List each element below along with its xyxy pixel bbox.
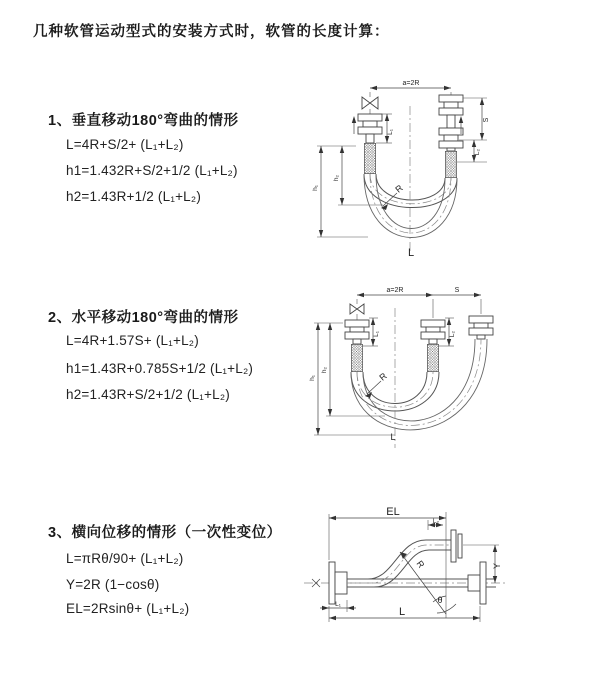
section-3-formula-EL: EL=2Rsinθ+ (L₁+L₂) bbox=[66, 601, 190, 616]
arrowhead bbox=[328, 409, 332, 416]
right-flange-displaced bbox=[451, 530, 462, 562]
dim-label-h2: h₂ bbox=[321, 366, 328, 374]
radius-label: R bbox=[414, 558, 427, 570]
dim-label-l1: L₁ bbox=[387, 129, 394, 135]
section-1-heading: 1、垂直移动180°弯曲的情形 bbox=[48, 113, 239, 129]
dim-label-s: S bbox=[483, 117, 490, 123]
braided-hose-section bbox=[333, 143, 437, 174]
middle-fitting bbox=[421, 320, 445, 344]
section-1-formula-h1: h1=1.432R+S/2+1/2 (L₁+L₂) bbox=[66, 163, 238, 178]
arrowhead bbox=[316, 323, 320, 330]
dim-label-h1: h₁ bbox=[309, 375, 316, 381]
section-2-formula-h1: h1=1.43R+0.785S+1/2 (L₁+L₂) bbox=[66, 361, 254, 376]
arrowhead bbox=[439, 516, 446, 520]
arrowhead bbox=[329, 516, 336, 520]
arrowhead bbox=[357, 293, 364, 297]
dim-label-l2: L₂ bbox=[474, 148, 481, 156]
length-label: L bbox=[390, 432, 396, 442]
hose-curve bbox=[376, 174, 445, 200]
dim-label-L: L bbox=[398, 606, 406, 618]
left-fitting bbox=[358, 114, 382, 143]
angle-label: θ bbox=[437, 595, 443, 605]
arrowhead bbox=[474, 293, 481, 297]
section-1-formula-h2: h2=1.43R+1/2 (L₁+L₂) bbox=[66, 189, 202, 204]
arrowhead bbox=[480, 98, 484, 105]
braided-hose-section bbox=[399, 344, 495, 372]
right-fitting-upper bbox=[439, 95, 463, 128]
arrowhead bbox=[480, 133, 484, 140]
hose-s-curve-centerline bbox=[347, 545, 451, 583]
section-3-heading: 3、横向位移的情形（一次性变位） bbox=[48, 525, 282, 541]
hose-curve-extended bbox=[376, 174, 445, 229]
arrowhead bbox=[340, 198, 344, 205]
dim-label-a2r: a=2R bbox=[386, 287, 404, 294]
page-title: 几种软管运动型式的安装方式时，软管的长度计算： bbox=[33, 24, 390, 40]
arrowhead bbox=[319, 230, 323, 237]
arrowhead bbox=[459, 116, 463, 123]
section-1-formula-L: L=4R+S/2+ (L₁+L₂) bbox=[66, 137, 184, 152]
dim-label-l2: L₂ bbox=[432, 518, 440, 525]
dim-label-l2: L₂ bbox=[449, 330, 456, 338]
arrowhead bbox=[316, 428, 320, 435]
dim-label-l1: L₁ bbox=[335, 601, 341, 608]
left-fitting bbox=[345, 320, 369, 344]
centerline-cross-icon bbox=[312, 579, 320, 587]
length-label: L bbox=[407, 247, 415, 259]
arrowhead bbox=[447, 318, 451, 325]
dim-label-s: S bbox=[454, 287, 460, 294]
arrowhead bbox=[329, 616, 336, 620]
right-fitting-lower bbox=[439, 128, 463, 151]
section-2-formula-h2: h2=1.43R+S/2+1/2 (L₁+L₂) bbox=[66, 387, 230, 402]
arrowhead bbox=[444, 86, 451, 90]
section-3-formula-L: L=πRθ/90+ (L₁+L₂) bbox=[66, 551, 184, 566]
radius-label: R bbox=[377, 370, 389, 383]
arrowhead bbox=[493, 545, 497, 552]
arrowhead bbox=[370, 86, 377, 90]
arrowhead bbox=[352, 116, 356, 123]
arrowhead bbox=[347, 606, 354, 610]
arrowhead bbox=[319, 146, 323, 153]
dim-label-a2r: a=2R bbox=[402, 80, 420, 87]
arrowhead bbox=[385, 136, 389, 143]
arrowhead bbox=[328, 323, 332, 330]
arrowhead bbox=[472, 140, 476, 147]
dim-label-l1: L₁ bbox=[373, 331, 380, 337]
left-flange bbox=[329, 562, 347, 604]
arrowhead bbox=[371, 339, 375, 346]
arrowhead bbox=[340, 146, 344, 153]
right-fitting-moved bbox=[469, 316, 493, 339]
dim-label-h2: h₂ bbox=[333, 174, 340, 182]
radius-leader bbox=[367, 381, 381, 394]
arrowhead bbox=[426, 293, 433, 297]
arrowhead bbox=[322, 606, 329, 610]
valve-icon bbox=[350, 304, 364, 320]
arrowhead bbox=[385, 114, 389, 121]
diagram-vertical-180-bend bbox=[308, 66, 593, 266]
section-2-heading: 2、水平移动180°弯曲的情形 bbox=[48, 310, 239, 326]
arrowhead bbox=[447, 339, 451, 346]
section-3-formula-Y: Y=2R (1−cosθ) bbox=[66, 577, 160, 592]
diagram-horizontal-180-bend bbox=[305, 278, 600, 463]
braided-hose-section bbox=[323, 344, 419, 372]
arrowhead bbox=[473, 616, 480, 620]
section-2-formula-L: L=4R+1.57S+ (L₁+L₂) bbox=[66, 333, 199, 348]
braided-hose-section bbox=[418, 151, 510, 178]
dim-label-y: Y bbox=[492, 562, 502, 570]
arrowhead bbox=[371, 318, 375, 325]
hose-centerline-moved bbox=[357, 339, 481, 425]
arrowhead bbox=[400, 552, 407, 559]
valve-icon bbox=[362, 97, 378, 114]
dim-label-h1: h₁ bbox=[312, 185, 319, 191]
hose-curve bbox=[364, 174, 457, 208]
diagram-lateral-displacement bbox=[296, 500, 596, 660]
radius-label: R bbox=[393, 182, 405, 195]
dim-label-el: EL bbox=[386, 506, 400, 518]
